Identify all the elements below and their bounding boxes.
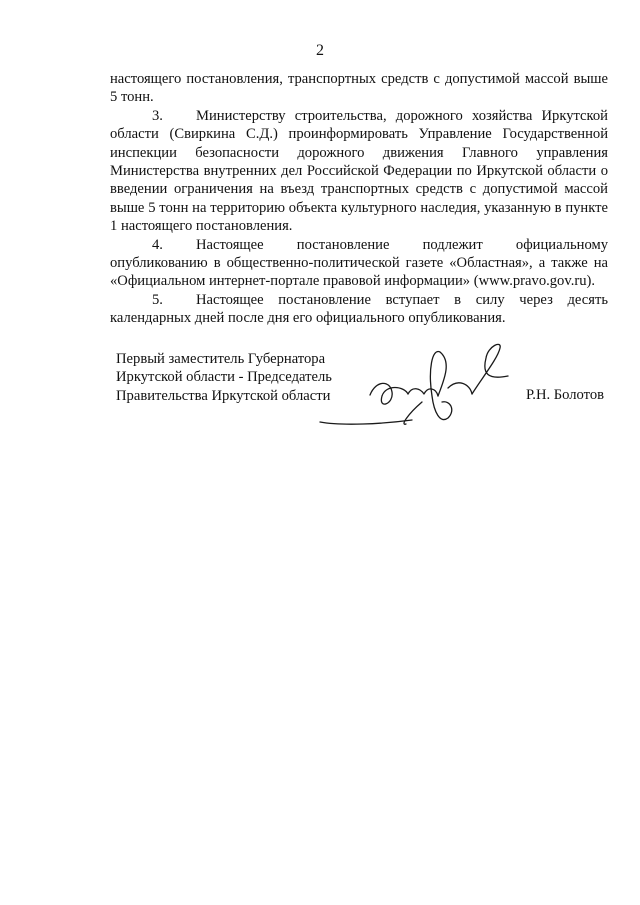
signatory-title-line: Правительства Иркутской области xyxy=(116,387,331,404)
document-body xyxy=(110,70,608,328)
paragraph-number: 5. xyxy=(152,291,163,308)
signatory-title-line: Первый заместитель Губернатора xyxy=(116,351,326,367)
signer-name: Р.Н. Болотов xyxy=(526,387,605,403)
signatory-title xyxy=(116,350,332,405)
paragraph-text: Министерству строительства, дорожного хозяйства Иркутской области (Свиркина С.Д.) проинформировать Управление Государственной инспекции безопасности дорожного движения Главного управления Министерства внутренних дел Российской Федерации по Иркутской области о введении ограничения на въезд транспортных средств с допустимой массой выше 5 тонн на территорию объекта культурного наследия, указанную в пункте 1 настоящего постановления. xyxy=(110,107,608,235)
handwritten-signature xyxy=(312,340,517,430)
paragraph-3 xyxy=(110,107,608,236)
signatory-title-line: Иркутской области - Председатель xyxy=(116,369,332,386)
paragraph-text: Настоящее постановление вступает в силу через десять календарных дней после дня его официального опубликования. xyxy=(110,291,608,327)
paragraph-text: Настоящее постановление подлежит официальному опубликованию в общественно-политической газете «Областная», а также на «Официальном интернет-портале правовой информации» (www.pravo.gov.ru). xyxy=(110,236,608,290)
paragraph-5 xyxy=(110,291,608,328)
paragraph-number: 4. xyxy=(152,236,163,253)
paragraph-number: 3. xyxy=(152,107,163,124)
paragraph-text: настоящего постановления, транспортных средств с допустимой массой выше 5 тонн. xyxy=(110,71,608,106)
paragraph-4 xyxy=(110,236,608,291)
paragraph-continuation xyxy=(110,70,608,107)
page-number: 2 xyxy=(316,42,324,59)
